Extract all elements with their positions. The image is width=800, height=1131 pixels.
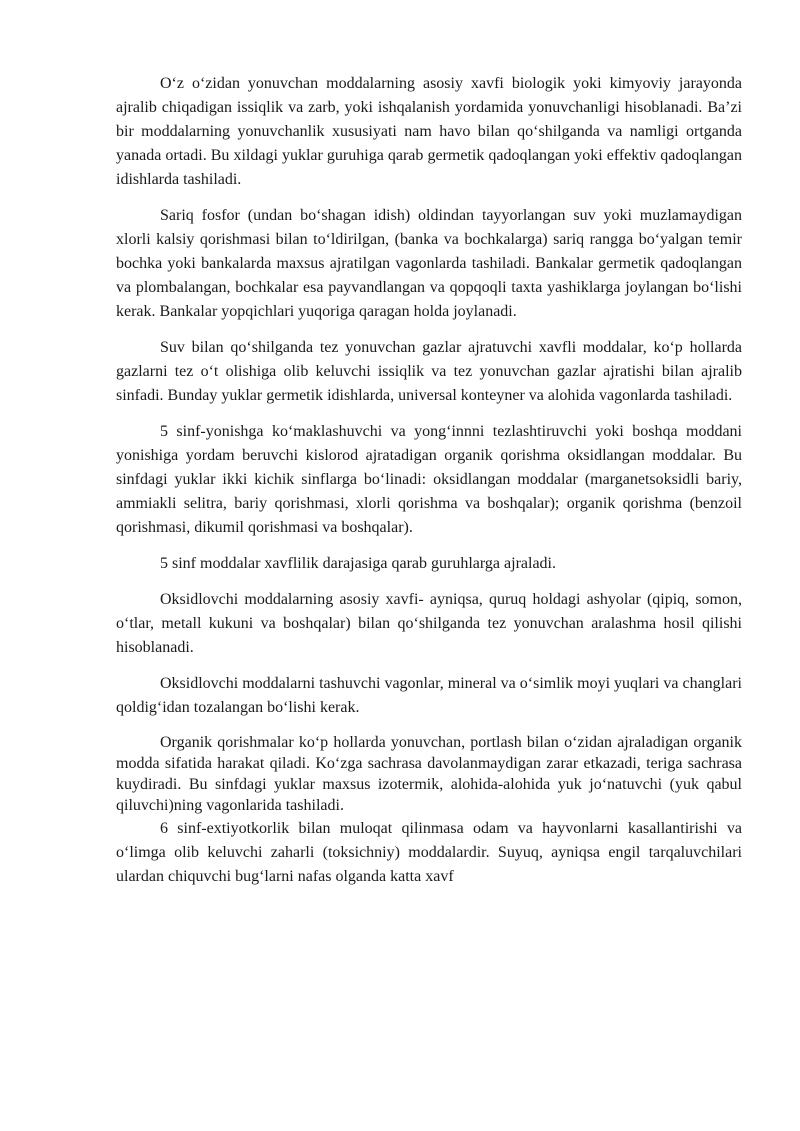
paragraph-yellow-phosphorus: Sariq fosfor (undan bo‘shagan idish) oldindan tayyorlangan suv yoki muzlamaydigan xlorli kalsiy qorishmasi bilan to‘ldirilgan, (banka va bochkalarga) sariq rangga bo‘yalgan temir bochka yoki bankalarda maxsus ajratilgan vagonlarda tashiladi. Bankalar germetik qadoqlangan va plombalangan, bochkalar esa payvandlangan va qopqoqli taxta yashiklarga joylangan bo‘lishi kerak. Bankalar yopqichlari yuqoriga qaragan holda joylanadi. — [116, 207, 742, 320]
paragraph-class-5-groups: 5 sinf moddalar xavflilik darajasiga qarab guruhlarga ajraladi. — [160, 555, 556, 572]
paragraph-oxidizer-hazard: Oksidlovchi moddalarning asosiy xavfi- ayniqsa, quruq holdagi ashyolar (qipiq, somon, o‘tlar, metall kukuni va boshqalar) bilan qo‘shilganda tez yonuvchan aralashma hosil qilishi hisoblanadi. — [116, 591, 742, 656]
paragraph-oxidizer-wagons: Oksidlovchi moddalarni tashuvchi vagonlar, mineral va o‘simlik moyi yuqlari va changlari qoldig‘idan tozalangan bo‘lishi kerak. — [116, 675, 742, 716]
paragraph-organic-peroxides: Organik qorishmalar ko‘p hollarda yonuvchan, portlash bilan o‘zidan ajraladigan organik modda sifatida harakat qiladi. Ko‘zga sachrasa davolanmaydigan zarar etkazadi, teriga sachrasa kuydiradi. Bu sinfdagi yuklar maxsus izotermik, alohida-alohida yuk jo‘natuvchi (yuk qabul qiluvchi)ning vagonlarida tashiladi. — [116, 734, 742, 814]
paragraph-water-reactive-substances: Suv bilan qo‘shilganda tez yonuvchan gazlar ajratuvchi xavfli moddalar, ko‘p hollarda gazlarni tez o‘t olishiga olib keluvchi issiqlik va tez yonuvchan gazlar ajratishi bilan ajralib sinfadi. Bunday yuklar germetik idishlarda, universal konteyner va alohida vagonlarda tashiladi. — [116, 339, 742, 404]
paragraph-class-6-toxic: 6 sinf-extiyotkorlik bilan muloqat qilinmasa odam va hayvonlarni kasallantirishi va o‘limga olib keluvchi zaharli (toksichniy) moddalardir. Suyuq, ayniqsa engil tarqaluvchilari ulardan chiquvchi bug‘larni nafas olganda katta xavf — [116, 820, 742, 885]
document-page — [116, 72, 742, 901]
paragraph-self-igniting-substances: O‘z o‘zidan yonuvchan moddalarning asosiy xavfi biologik yoki kimyoviy jarayonda ajralib chiqadigan issiqlik va zarb, yoki ishqalanish yordamida yonuvchanligi hisoblanadi. Ba’zi bir moddalarning yonuvchanlik xususiyati nam havo bilan qo‘shilganda va namligi ortganda yanada ortadi. Bu xildagi yuklar guruhiga qarab germetik qadoqlangan yoki effektiv qadoqlangan idishlarda tashiladi. — [116, 75, 742, 188]
paragraph-class-5-definition: 5 sinf-yonishga ko‘maklashuvchi va yong‘innni tezlashtiruvchi yoki boshqa moddani yonishiga yordam beruvchi kislorod ajratadigan organik qorishma oksidlangan moddalar. Bu sinfdagi yuklar ikki kichik sinflarga bo‘linadi: oksidlangan moddalar (marganetsoksidli bariy, ammiakli selitra, bariy qorishmasi, xlorli qorishma va boshqalar); organik qorishma (benzoil qorishmasi, dikumil qorishmasi va boshqalar). — [116, 423, 742, 536]
